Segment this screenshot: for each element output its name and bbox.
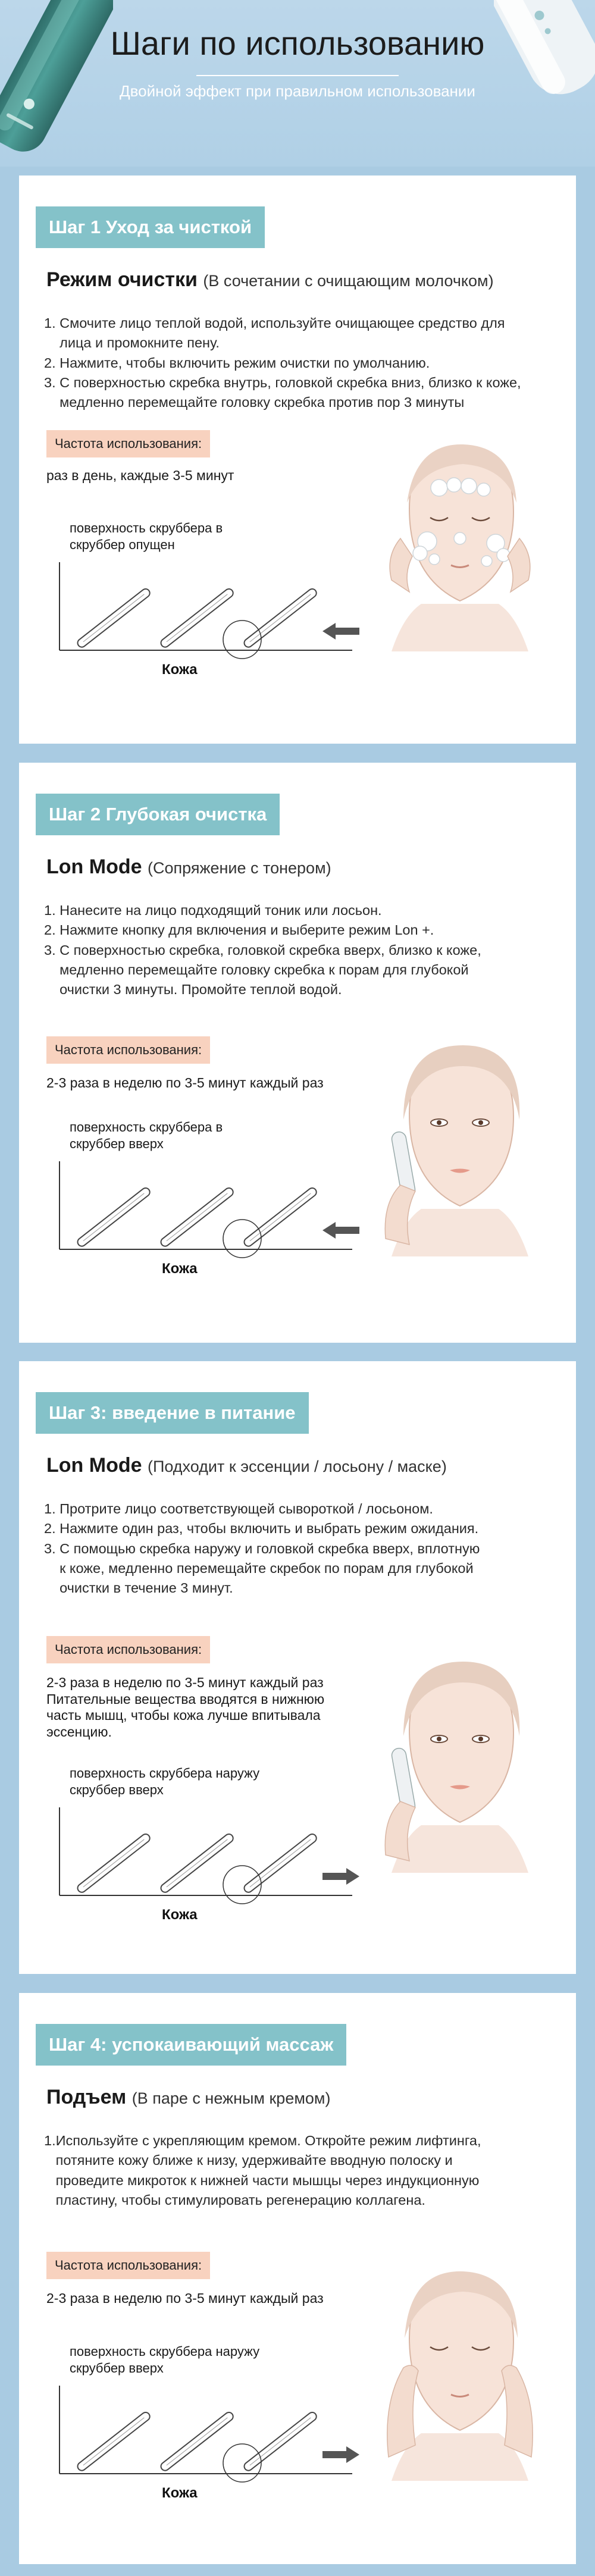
scrubber-blade <box>76 2411 152 2472</box>
instruction-line: 2. Нажмите один раз, чтобы включить и выбрать режим ожидания. <box>44 1521 479 1537</box>
direction-arrow-left-icon <box>322 623 359 640</box>
step-3-scrubber-diagram <box>43 1748 376 1926</box>
header-banner <box>0 0 595 167</box>
step-1-panel <box>19 176 576 744</box>
step-2-mode-title: Lon Mode <box>46 855 142 878</box>
step-1-frequency-text <box>46 468 403 484</box>
step-2-mode <box>46 855 331 879</box>
diagram-label-line: скруббер вверх <box>70 1782 164 1797</box>
instruction-line: пластину, чтобы стимулировать регенерацию коллагена. <box>44 2192 425 2208</box>
step-1-mode-title: Режим очистки <box>46 268 198 291</box>
diagram-label-line: скруббер опущен <box>70 537 175 552</box>
step-4-frequency-label: Частота использования: <box>46 2252 210 2279</box>
step-3-frequency-text <box>46 1675 403 1740</box>
step-3-frequency-label: Частота использования: <box>46 1636 210 1663</box>
scrubber-blade <box>243 1186 318 1248</box>
face-hands-illustration <box>368 2267 552 2481</box>
step-4-mode-sub: (В паре с нежным кремом) <box>131 2089 331 2107</box>
step-1-mode <box>46 268 494 292</box>
diagram-label-line: поверхность скруббера в <box>70 521 223 535</box>
step-2-frequency-text <box>46 1075 403 1092</box>
frequency-line: часть мышц, чтобы кожа лучше впитывала <box>46 1707 321 1723</box>
diagram-label-line: поверхность скруббера наружу <box>70 1766 260 1781</box>
step-3-mode-title: Lon Mode <box>46 1454 142 1477</box>
skin-label: Кожа <box>162 2485 198 2501</box>
instruction-line: 3. С поверхностью скребка внутрь, головкой скребка вниз, близко к коже, <box>44 375 521 391</box>
instruction-line: медленно перемещайте головку скребка против пор 3 минуты <box>44 394 465 410</box>
instruction-line: 1.Используйте с укрепляющим кремом. Откройте режим лифтинга, <box>44 2133 481 2148</box>
step-4-mode <box>46 2086 330 2109</box>
step-4-scrubber-diagram <box>43 2326 376 2505</box>
diagram-label-line: скруббер вверх <box>70 1136 164 1151</box>
device-left-image <box>0 0 113 155</box>
direction-arrow-right-icon <box>322 2446 359 2463</box>
step-2-panel <box>19 763 576 1343</box>
step-4-instructions <box>44 2131 568 2210</box>
frequency-line: 2-3 раза в неделю по 3-5 минут каждый раз <box>46 2290 324 2306</box>
instruction-line: 3. С поверхностью скребка, головкой скребка вверх, близко к коже, <box>44 942 481 958</box>
step-4-badge: Шаг 4: успокаивающий массаж <box>36 2024 346 2066</box>
step-3-instructions <box>44 1499 568 1599</box>
face-device-illustration <box>368 1659 552 1873</box>
page-subtitle: Двойной эффект при правильном использовании <box>120 82 475 100</box>
diagram-label-line: поверхность скруббера в <box>70 1120 223 1135</box>
direction-arrow-right-icon <box>322 1868 359 1885</box>
step-3-mode-sub: (Подходит к эссенции / лосьону / маске) <box>147 1458 447 1475</box>
page-title: Шаги по использованию <box>110 24 485 62</box>
diagram-label-line: скруббер вверх <box>70 2361 164 2376</box>
scrubber-blade <box>76 1832 152 1894</box>
skin-label: Кожа <box>162 662 198 678</box>
diagram-label-line: поверхность скруббера наружу <box>70 2344 260 2359</box>
frequency-line: эссенцию. <box>46 1723 112 1740</box>
scrubber-blade <box>76 1186 152 1248</box>
step-2-scrubber-diagram <box>43 1102 376 1280</box>
scrubber-blade <box>243 1832 318 1894</box>
step-2-badge: Шаг 2 Глубокая очистка <box>36 794 280 835</box>
instruction-line: медленно перемещайте головку скребка к порам для глубокой <box>44 962 469 978</box>
step-2-mode-sub: (Сопряжение с тонером) <box>147 859 331 877</box>
frequency-line: Питательные вещества вводятся в нижнюю <box>46 1691 325 1707</box>
instruction-line: 1. Нанесите на лицо подходящий тоник или лосьон. <box>44 902 382 918</box>
instruction-line: 2. Нажмите кнопку для включения и выберите режим Lon +. <box>44 922 434 938</box>
instruction-line: лица и промокните пену. <box>44 335 220 351</box>
skin-label: Кожа <box>162 1261 198 1277</box>
step-1-instructions <box>44 314 568 413</box>
instruction-line: к коже, медленно перемещайте скребок по порам для глубокой <box>44 1560 474 1577</box>
step-3-badge: Шаг 3: введение в питание <box>36 1392 309 1434</box>
instruction-line: очистки 3 минуты. Промойте теплой водой. <box>44 982 342 998</box>
step-2-instructions <box>44 901 568 1000</box>
step-1-scrubber-diagram <box>43 503 376 681</box>
direction-arrow-left-icon <box>322 1222 359 1239</box>
face-foam-illustration <box>368 437 552 651</box>
frequency-line: раз в день, каждые 3-5 минут <box>46 468 234 483</box>
step-3-panel <box>19 1361 576 1974</box>
instruction-line: 1. Смочите лицо теплой водой, используйте очищающее средство для <box>44 315 505 331</box>
instruction-line: 3. С помощью скребка наружу и головкой скребка вверх, вплотную <box>44 1540 480 1556</box>
scrubber-blade <box>243 587 318 648</box>
instruction-line: 1. Протрите лицо соответствующей сывороткой / лосьоном. <box>44 1501 433 1516</box>
instruction-line: очистки в течение 3 минут. <box>44 1580 233 1596</box>
face-device-illustration <box>368 1042 552 1256</box>
step-1-mode-sub: (В сочетании с очищающим молочком) <box>203 272 494 290</box>
step-3-mode <box>46 1454 447 1477</box>
step-2-frequency-label: Частота использования: <box>46 1036 210 1064</box>
step-1-badge: Шаг 1 Уход за чисткой <box>36 206 265 248</box>
step-4-panel <box>19 1993 576 2564</box>
step-4-frequency-text <box>46 2290 403 2307</box>
step-1-frequency-label: Частота использования: <box>46 430 210 457</box>
instruction-line: потяните кожу ближе к низу, удерживайте вводную полоску и <box>44 2152 453 2168</box>
step-4-mode-title: Подъем <box>46 2086 127 2108</box>
instruction-line: 2. Нажмите, чтобы включить режим очистки по умолчанию. <box>44 355 430 371</box>
scrubber-blade <box>243 2411 318 2472</box>
frequency-line: 2-3 раза в неделю по 3-5 минут каждый раз <box>46 1075 324 1090</box>
instruction-line: проведите микроток к нижней части мышцы через индукционную <box>44 2172 480 2188</box>
title-divider <box>196 75 399 76</box>
skin-label: Кожа <box>162 1907 198 1923</box>
scrubber-blade <box>76 587 152 648</box>
frequency-line: 2-3 раза в неделю по 3-5 минут каждый раз <box>46 1675 324 1690</box>
